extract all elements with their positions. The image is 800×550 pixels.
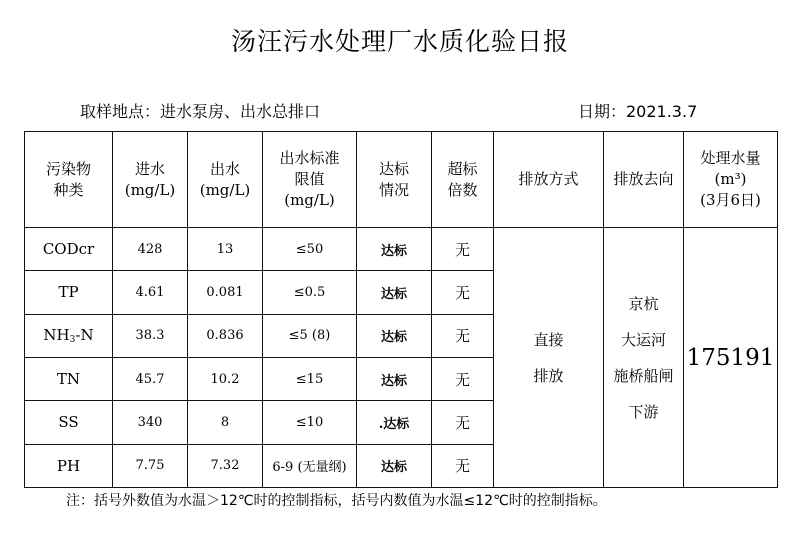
discharge-destination-line: 京杭 bbox=[628, 294, 659, 313]
pollutant-name-main: NH bbox=[43, 326, 70, 345]
table-row bbox=[25, 228, 778, 271]
header-influent bbox=[113, 132, 188, 228]
exceed-factor: 无 bbox=[432, 271, 494, 314]
effluent-value: 0.836 bbox=[188, 314, 263, 357]
header-line: (mg/L) bbox=[199, 180, 251, 199]
influent-value: 4.61 bbox=[113, 271, 188, 314]
header-exceed bbox=[432, 132, 494, 228]
header-pollutant bbox=[25, 132, 113, 228]
header-line: 达标 bbox=[378, 159, 409, 178]
header-line: (mg/L) bbox=[124, 180, 176, 199]
header-discharge-method: 排放方式 bbox=[494, 132, 604, 228]
effluent-value: 8 bbox=[188, 401, 263, 444]
pollutant-name-subscript: 3 bbox=[69, 335, 76, 346]
discharge-destination-line: 施桥船闸 bbox=[613, 366, 674, 385]
header-line: 限值 bbox=[294, 170, 325, 188]
sampling-location: 取样地点：进水泵房、出水总排口 bbox=[80, 102, 321, 121]
header-line: 种类 bbox=[53, 180, 84, 199]
effluent-value: 10.2 bbox=[188, 357, 263, 400]
pollutant-name: TP bbox=[25, 271, 113, 314]
compliance-status: 达标 bbox=[357, 444, 432, 487]
pollutant-name: SS bbox=[25, 401, 113, 444]
header-line: (mg/L) bbox=[284, 191, 335, 209]
limit-value: ≤15 bbox=[263, 357, 357, 400]
discharge-method-line: 排放 bbox=[533, 366, 564, 385]
header-line: 情况 bbox=[378, 180, 409, 199]
treated-volume-value: 175191 bbox=[684, 228, 778, 488]
header-line: 处理水量 bbox=[700, 149, 761, 167]
discharge-destination-line: 下游 bbox=[628, 402, 659, 421]
effluent-value: 0.081 bbox=[188, 271, 263, 314]
header-line: (m³) bbox=[714, 170, 747, 188]
influent-value: 7.75 bbox=[113, 444, 188, 487]
header-line: 出水标准 bbox=[279, 149, 340, 167]
compliance-status: 达标 bbox=[357, 357, 432, 400]
header-line: (3月6日) bbox=[700, 191, 761, 209]
discharge-method-line: 直接 bbox=[533, 330, 564, 349]
effluent-value: 7.32 bbox=[188, 444, 263, 487]
header-line: 超标 bbox=[447, 159, 478, 178]
pollutant-name: PH bbox=[25, 444, 113, 487]
footnote: 注：括号外数值为水温＞12℃时的控制指标，括号内数值为水温≤12℃时的控制指标。 bbox=[66, 493, 607, 509]
header-row bbox=[25, 132, 778, 228]
pollutant-name bbox=[25, 314, 113, 357]
pollutant-name-tail: -N bbox=[75, 326, 94, 345]
compliance-status: 达标 bbox=[357, 271, 432, 314]
exceed-factor: 无 bbox=[432, 314, 494, 357]
influent-value: 45.7 bbox=[113, 357, 188, 400]
header-line: 倍数 bbox=[447, 180, 478, 199]
water-quality-table bbox=[24, 131, 778, 488]
exceed-factor: 无 bbox=[432, 401, 494, 444]
pollutant-name: CODcr bbox=[25, 228, 113, 271]
compliance-status: 达标 bbox=[357, 314, 432, 357]
header-compliance bbox=[357, 132, 432, 228]
discharge-destination-line: 大运河 bbox=[620, 330, 666, 349]
pollutant-name: TN bbox=[25, 357, 113, 400]
limit-value: ≤5 (8) bbox=[263, 314, 357, 357]
limit-value: 6-9 (无量纲) bbox=[263, 444, 357, 487]
compliance-status: 达标 bbox=[357, 228, 432, 271]
header-treated-volume bbox=[684, 132, 778, 228]
influent-value: 428 bbox=[113, 228, 188, 271]
exceed-factor: 无 bbox=[432, 357, 494, 400]
effluent-value: 13 bbox=[188, 228, 263, 271]
report-date: 日期：2021.3.7 bbox=[578, 102, 698, 121]
limit-value: ≤50 bbox=[263, 228, 357, 271]
header-effluent bbox=[188, 132, 263, 228]
header-line: 出水 bbox=[209, 159, 240, 178]
header-line: 进水 bbox=[134, 159, 165, 178]
limit-value: ≤10 bbox=[263, 401, 357, 444]
influent-value: 38.3 bbox=[113, 314, 188, 357]
exceed-factor: 无 bbox=[432, 444, 494, 487]
exceed-factor: 无 bbox=[432, 228, 494, 271]
report-title: 汤汪污水处理厂水质化验日报 bbox=[230, 27, 569, 56]
limit-value: ≤0.5 bbox=[263, 271, 357, 314]
header-limit bbox=[263, 132, 357, 228]
header-line: 污染物 bbox=[45, 159, 91, 178]
compliance-status: .达标 bbox=[357, 401, 432, 444]
influent-value: 340 bbox=[113, 401, 188, 444]
discharge-method-cell bbox=[494, 228, 604, 488]
discharge-destination-cell bbox=[604, 228, 684, 488]
header-discharge-destination: 排放去向 bbox=[604, 132, 684, 228]
